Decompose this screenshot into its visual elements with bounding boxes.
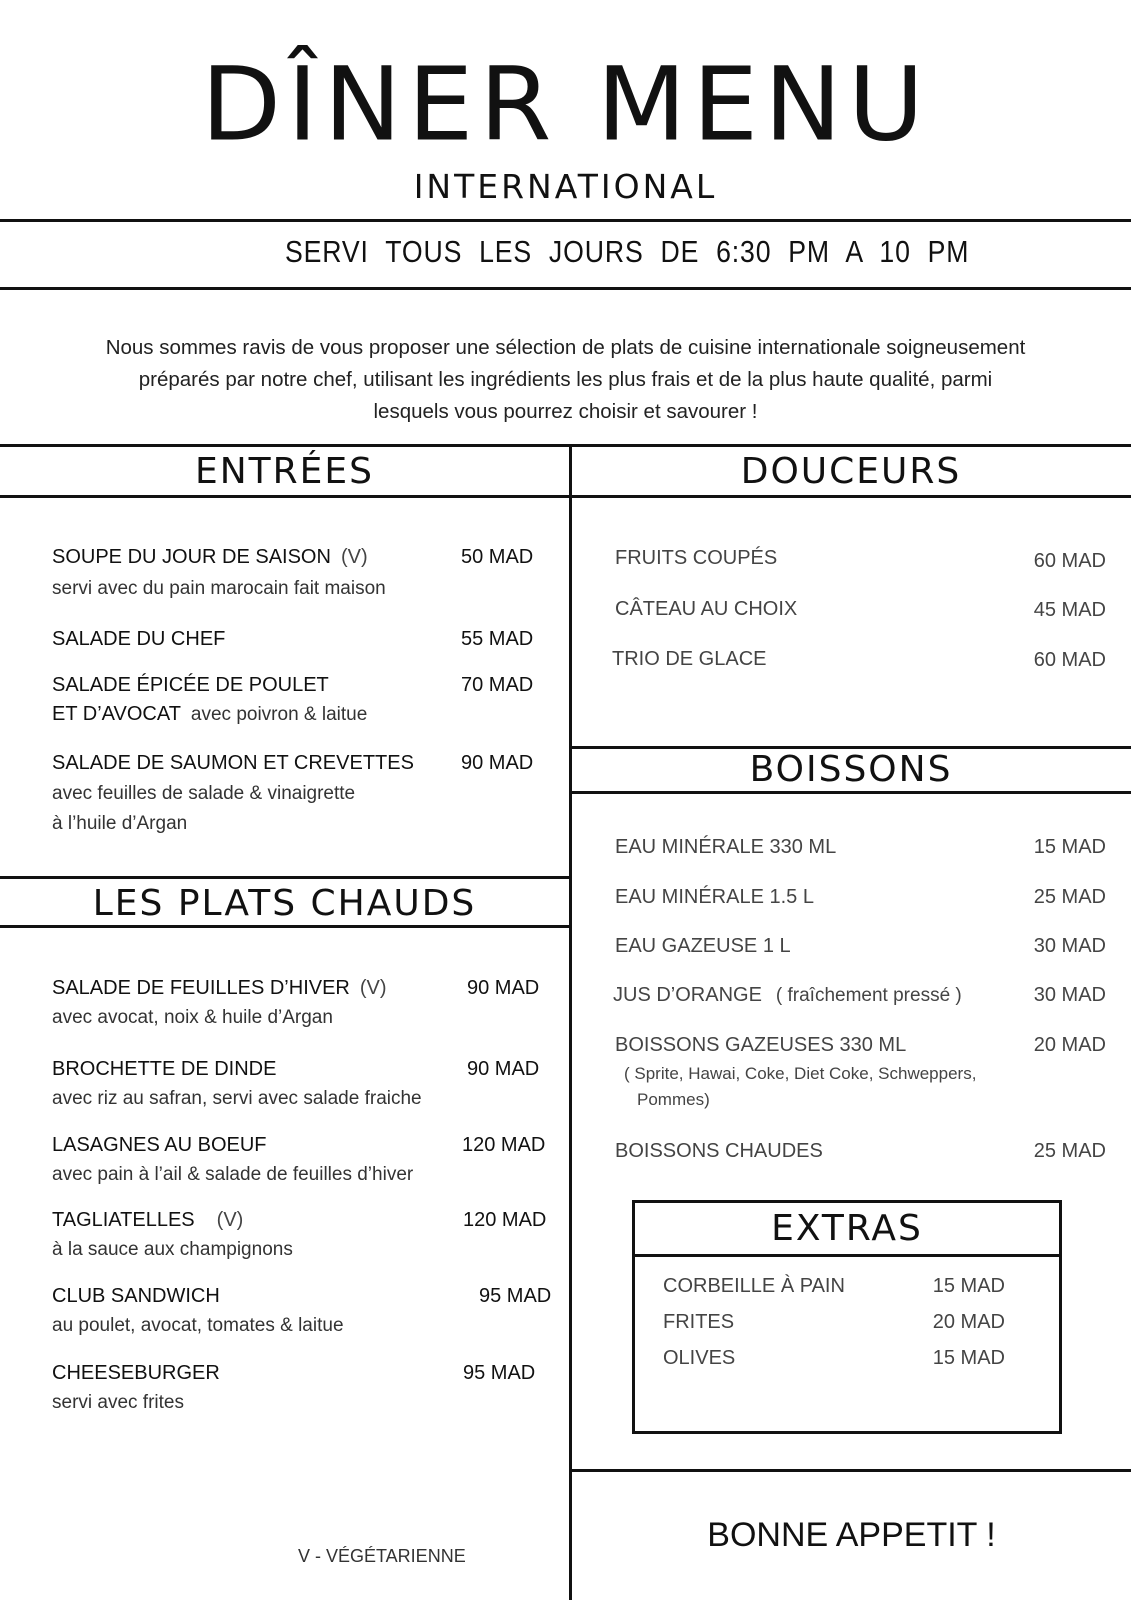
douceurs-heading: DOUCEURS [740, 451, 962, 492]
item-name: CLUB SANDWICH [52, 1285, 220, 1307]
plats-heading: LES PLATS CHAUDS [92, 883, 477, 924]
item-price: 55 MAD [461, 628, 534, 650]
column-divider [569, 444, 572, 1600]
vegetarian-tag: (V) [216, 1209, 244, 1231]
item-price: 15 MAD [932, 1275, 1005, 1297]
entrees-heading: ENTRÉES [194, 451, 375, 492]
item-description: à l’huile d’Argan [52, 813, 188, 834]
item-price: 95 MAD [479, 1285, 552, 1307]
divider [571, 791, 1131, 794]
item-price: 70 MAD [461, 674, 534, 696]
divider [0, 219, 1131, 222]
divider [0, 495, 1131, 498]
item-name: SALADE ÉPICÉE DE POULET [52, 674, 329, 696]
intro-line: lesquels vous pourrez choisir et savourer ! [373, 400, 758, 423]
item-name: FRUITS COUPÉS [615, 547, 778, 569]
list-item [52, 1209, 243, 1232]
intro-line: Nous sommes ravis de vous proposer une sélection de plats de cuisine internationale soigneusement [105, 336, 1026, 359]
extras-heading: EXTRAS [771, 1208, 923, 1249]
item-name: SALADE DE FEUILLES D’HIVER [52, 977, 350, 999]
divider [0, 444, 1131, 447]
item-name: EAU GAZEUSE 1 L [615, 935, 791, 957]
item-price: 45 MAD [1033, 599, 1106, 621]
list-item [52, 977, 387, 1000]
item-name: SOUPE DU JOUR DE SAISON [52, 546, 331, 568]
item-description: ( Sprite, Hawai, Coke, Diet Coke, Schweppers, [624, 1064, 977, 1083]
item-price: 90 MAD [467, 1058, 540, 1080]
item-name: BOISSONS CHAUDES [615, 1140, 823, 1162]
list-item [52, 546, 368, 569]
item-name: SALADE DU CHEF [52, 628, 226, 650]
item-description: avec feuilles de salade & vinaigrette [52, 783, 356, 804]
item-description: au poulet, avocat, tomates & laitue [52, 1315, 344, 1336]
item-name: CHEESEBURGER [52, 1362, 220, 1384]
item-name: TAGLIATELLES [52, 1209, 195, 1231]
item-price: 120 MAD [463, 1209, 547, 1231]
item-price: 15 MAD [932, 1347, 1005, 1369]
item-name: OLIVES [663, 1347, 736, 1369]
menu-subtitle: INTERNATIONAL [413, 167, 718, 206]
item-name: EAU MINÉRALE 1.5 L [615, 886, 814, 908]
item-price: 50 MAD [461, 546, 534, 568]
item-description: servi avec du pain marocain fait maison [52, 578, 386, 599]
item-name: SALADE DE SAUMON ET CREVETTES [52, 752, 414, 774]
vegetarian-tag: (V) [340, 546, 368, 568]
service-hours: SERVI TOUS LES JOURS DE 6:30 PM A 10 PM [285, 234, 970, 269]
item-name: LASAGNES AU BOEUF [52, 1134, 267, 1156]
item-description: avec poivron & laitue [190, 704, 368, 725]
divider [0, 925, 570, 928]
item-price: 30 MAD [1033, 935, 1106, 957]
closing-message: BONNE APPETIT ! [707, 1516, 996, 1554]
item-price: 120 MAD [462, 1134, 546, 1156]
divider [0, 287, 1131, 290]
item-price: 90 MAD [461, 752, 534, 774]
item-note: ( fraîchement pressé ) [775, 985, 962, 1006]
boissons-heading: BOISSONS [749, 749, 953, 790]
vegetarian-tag: (V) [359, 977, 387, 999]
item-description: avec avocat, noix & huile d’Argan [52, 1007, 333, 1028]
item-price: 90 MAD [467, 977, 540, 999]
item-name: ET D’AVOCAT [52, 703, 181, 725]
item-price: 15 MAD [1033, 836, 1106, 858]
item-description: avec riz au safran, servi avec salade fraiche [52, 1088, 422, 1109]
item-name: EAU MINÉRALE 330 ML [615, 836, 837, 858]
item-name: BOISSONS GAZEUSES 330 ML [615, 1034, 907, 1056]
item-name: FRITES [663, 1311, 735, 1333]
item-description: à la sauce aux champignons [52, 1239, 293, 1260]
item-name: CORBEILLE À PAIN [663, 1275, 845, 1297]
vegetarian-legend: V - VÉGÉTARIENNE [298, 1546, 466, 1566]
item-name: TRIO DE GLACE [612, 648, 767, 670]
item-price: 30 MAD [1033, 984, 1106, 1006]
item-description: avec pain à l’ail & salade de feuilles d’hiver [52, 1164, 414, 1185]
menu-title: DÎNER MENU [201, 44, 930, 164]
item-description: Pommes) [637, 1090, 710, 1109]
item-price: 20 MAD [932, 1311, 1005, 1333]
item-price: 60 MAD [1033, 550, 1106, 572]
divider [571, 1469, 1131, 1472]
item-price: 95 MAD [463, 1362, 536, 1384]
item-price: 60 MAD [1033, 649, 1106, 671]
item-price: 25 MAD [1033, 1140, 1106, 1162]
extras-box [632, 1200, 1062, 1434]
item-name: CÂTEAU AU CHOIX [615, 598, 798, 620]
list-item [52, 703, 367, 726]
item-name: BROCHETTE DE DINDE [52, 1058, 277, 1080]
item-price: 20 MAD [1033, 1034, 1106, 1056]
divider [635, 1254, 1059, 1257]
list-item [613, 984, 962, 1007]
item-description: servi avec frites [52, 1392, 184, 1413]
item-price: 25 MAD [1033, 886, 1106, 908]
intro-line: préparés par notre chef, utilisant les ingrédients les plus frais et de la plus haute qualité, parmi [138, 368, 993, 391]
intro-text [60, 332, 1071, 428]
item-name: JUS D’ORANGE [613, 984, 762, 1006]
divider [0, 876, 570, 879]
